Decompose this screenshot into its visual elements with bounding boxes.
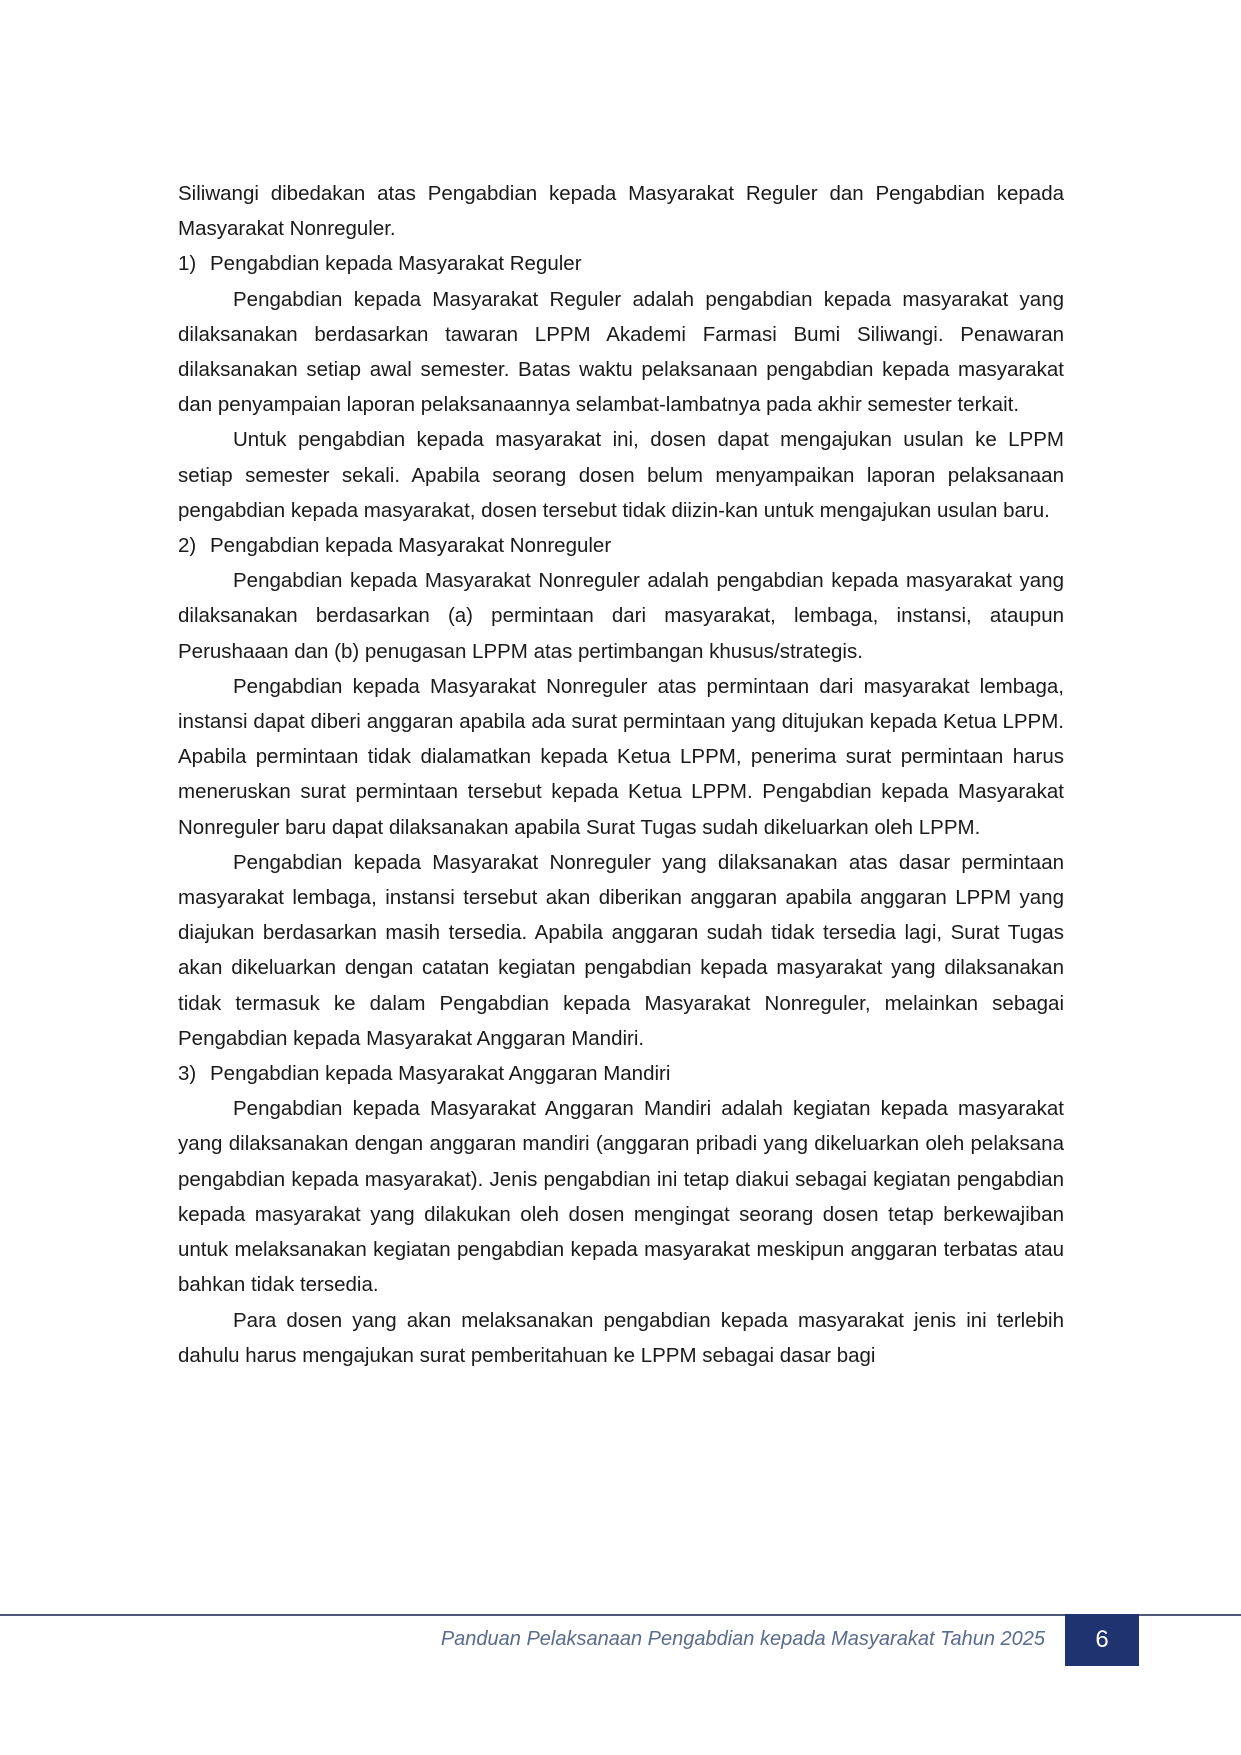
paragraph-mandiri-definition: Pengabdian kepada Masyarakat Anggaran Mandiri adalah kegiatan kepada masyarakat yang dilaksanakan dengan anggaran mandiri (anggaran pribadi yang dikeluarkan oleh pelaksana pengabdian kepada masyarakat). Jenis pengabdian ini tetap diakui sebagai kegiatan pengabdian kepada masyarakat yang dilakukan oleh dosen mengingat seorang dosen tetap berkewajiban untuk melaksanakan kegiatan pengabdian kepada masyarakat meskipun anggaran terbatas atau bahkan tidak tersedia. [178, 1097, 1064, 1297]
footer-divider [0, 1614, 1241, 1616]
list-number: 1) [178, 252, 197, 276]
section-heading-nonreguler: Pengabdian kepada Masyarakat Nonreguler [210, 534, 612, 558]
list-item-mandiri [178, 1056, 1064, 1091]
paragraph-mandiri-pemberitahuan: Para dosen yang akan melaksanakan pengabdian kepada masyarakat jenis ini terlebih dahulu harus mengajukan surat pemberitahuan ke LPPM sebagai dasar bagi [178, 1308, 1064, 1367]
footer-title: Panduan Pelaksanaan Pengabdian kepada Masyarakat Tahun 2025 [440, 1628, 1045, 1650]
body-text [178, 176, 1064, 1373]
section-heading-mandiri: Pengabdian kepada Masyarakat Anggaran Mandiri [210, 1062, 671, 1086]
paragraph-nonreguler-anggaran: Pengabdian kepada Masyarakat Nonreguler yang dilaksanakan atas dasar permintaan masyarakat lembaga, instansi tersebut akan diberikan anggaran apabila anggaran LPPM yang diajukan berdasarkan masih tersedia. Apabila anggaran sudah tidak tersedia lagi, Surat Tugas akan dikeluarkan dengan catatan kegiatan pengabdian kepada masyarakat yang dilaksanakan tidak termasuk ke dalam Pengabdian kepada Masyarakat Nonreguler, melainkan sebagai Pengabdian kepada Masyarakat Anggaran Mandiri. [178, 850, 1064, 1050]
section-heading-reguler: Pengabdian kepada Masyarakat Reguler [210, 252, 582, 276]
list-item-nonreguler [178, 528, 1064, 563]
paragraph-nonreguler-permintaan: Pengabdian kepada Masyarakat Nonreguler atas permintaan dari masyarakat lembaga, instansi dapat diberi anggaran apabila ada surat permintaan yang ditujukan kepada Ketua LPPM. Apabila permintaan tidak dialamatkan kepada Ketua LPPM, penerima surat permintaan harus meneruskan surat permintaan tersebut kepada Ketua LPPM. Pengabdian kepada Masyarakat Nonreguler baru dapat dilaksanakan apabila Surat Tugas sudah dikeluarkan oleh LPPM. [178, 674, 1064, 839]
list-item-reguler [178, 246, 1064, 281]
paragraph-reguler-definition: Pengabdian kepada Masyarakat Reguler adalah pengabdian kepada masyarakat yang dilaksanakan berdasarkan tawaran LPPM Akademi Farmasi Bumi Siliwangi. Penawaran dilaksanakan setiap awal semester. Batas waktu pelaksanaan pengabdian kepada masyarakat dan penyampaian laporan pelaksanaannya selambat-lambatnya pada akhir semester terkait. [178, 287, 1064, 417]
paragraph-reguler-usulan: Untuk pengabdian kepada masyarakat ini, dosen dapat mengajukan usulan ke LPPM setiap semester sekali. Apabila seorang dosen belum menyampaikan laporan pelaksanaan pengabdian kepada masyarakat, dosen tersebut tidak diizin-kan untuk mengajukan usulan baru. [178, 428, 1064, 522]
list-number: 2) [178, 534, 197, 558]
page-number-badge: 6 [1065, 1614, 1139, 1666]
paragraph-nonreguler-definition: Pengabdian kepada Masyarakat Nonreguler adalah pengabdian kepada masyarakat yang dilaksanakan berdasarkan (a) permintaan dari masyarakat, lembaga, instansi, ataupun Perushaaan dan (b) penugasan LPPM atas pertimbangan khusus/strategis. [178, 569, 1064, 663]
list-number: 3) [178, 1062, 197, 1086]
paragraph-intro: Siliwangi dibedakan atas Pengabdian kepada Masyarakat Reguler dan Pengabdian kepada Masyarakat Nonreguler. [178, 182, 1064, 241]
